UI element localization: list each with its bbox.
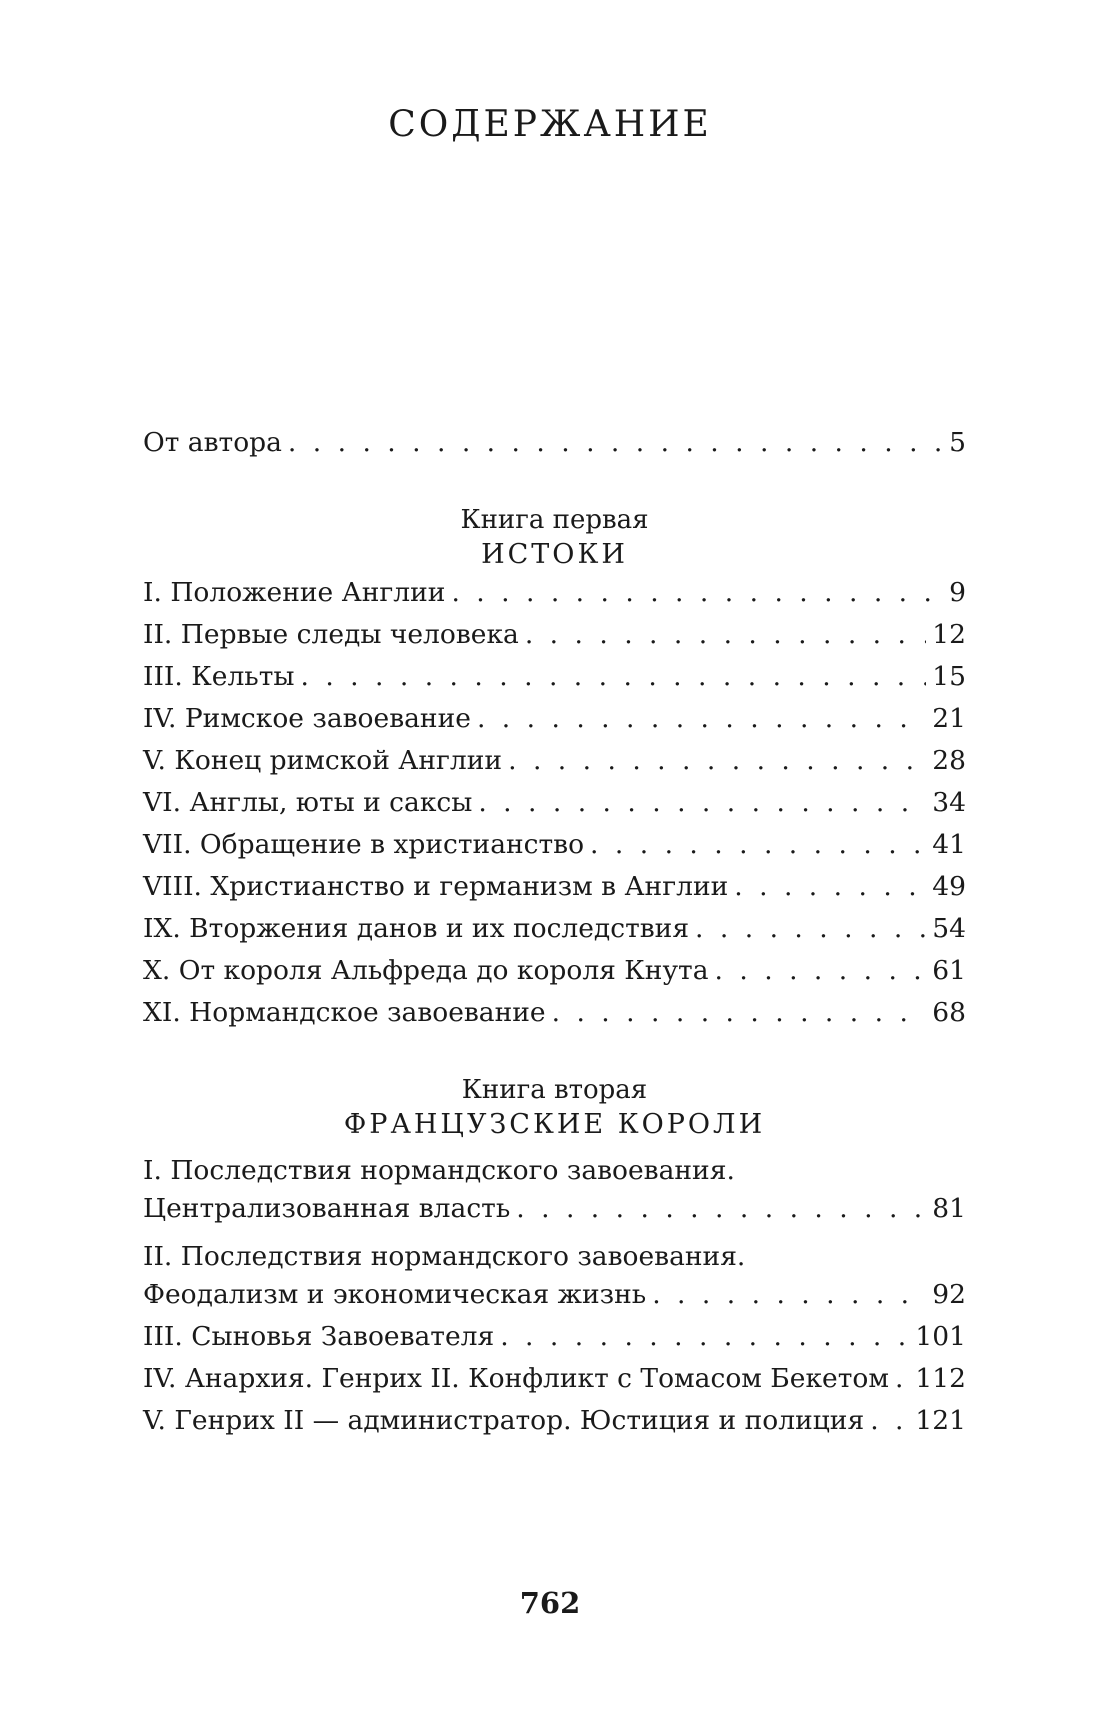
toc-entry[interactable] [143,742,966,784]
leader-dots [734,868,926,906]
toc-entry-label: VIII. Христианство и германизм в Англии [143,871,729,902]
book2-section [143,1073,966,1143]
toc-entry[interactable] [143,910,966,952]
toc-entry-page: 12 [932,619,966,650]
leader-dots [652,1276,926,1314]
toc-entry-multiline[interactable] [143,1238,966,1314]
toc-entry-label: III. Сыновья Завоевателя [143,1321,495,1352]
book1-name: ИСТОКИ [481,539,628,570]
toc-entry-multiline[interactable] [143,1152,966,1228]
toc-entry-page: 34 [932,787,966,818]
toc-entry[interactable] [143,1402,966,1444]
page-number: 762 [519,1586,581,1620]
leader-dots [525,616,926,654]
toc-entry[interactable] [143,868,966,910]
toc-entry-label: IV. Римское завоевание [143,703,471,734]
toc-entry-label: IV. Анархия. Генрих II. Конфликт с Томасом Бекетом [143,1363,889,1394]
toc-entry-page: 112 [915,1363,966,1394]
toc-entry[interactable] [143,1360,966,1402]
toc-entry[interactable] [143,1318,966,1360]
toc-entry-line2 [143,1190,966,1228]
leader-dots [451,574,943,612]
toc-entry-page: 15 [932,661,966,692]
toc-entry-page: 5 [949,427,966,458]
page-title: СОДЕРЖАНИЕ [388,104,712,145]
toc-entry-page: 21 [932,703,966,734]
toc-entry-label: XI. Нормандское завоевание [143,997,546,1028]
toc-entry[interactable] [143,826,966,868]
leader-dots [695,910,926,948]
book1-section [143,503,966,573]
toc-entry[interactable] [143,616,966,658]
book1-chapters [143,574,966,1036]
toc-entry-label: От автора [143,427,282,458]
toc-entry-page: 92 [932,1279,966,1310]
leader-dots [590,826,926,864]
book2-heading: Книга вторая [461,1075,648,1105]
toc-entry-page: 54 [932,913,966,944]
toc-entry-label: Феодализм и экономическая жизнь [143,1279,647,1310]
toc-entry-page: 49 [932,871,966,902]
toc-entry-line1: II. Последствия нормандского завоевания. [143,1241,746,1272]
leader-dots [870,1402,909,1440]
toc-entry-label: X. От короля Альфреда до короля Кнута [143,955,709,986]
toc-entry-label: IX. Вторжения данов и их последствия [143,913,690,944]
leader-dots [715,952,927,990]
leader-dots [477,700,926,738]
toc-entry[interactable] [143,658,966,700]
leader-dots [895,1360,909,1398]
toc-entry-page: 41 [932,829,966,860]
toc-entry-label: III. Кельты [143,661,295,692]
toc-entry-label: II. Первые следы человека [143,619,519,650]
toc-entry[interactable] [143,700,966,742]
toc-entry-label: VII. Обращение в христианство [143,829,585,860]
toc-entry-page: 28 [932,745,966,776]
toc-entry-label: V. Конец римской Англии [143,745,503,776]
leader-dots [516,1190,926,1228]
toc-entry[interactable] [143,784,966,826]
leader-dots [300,658,926,696]
leader-dots [478,784,926,822]
toc-entry-preface[interactable] [143,424,966,462]
toc-entry-page: 9 [949,577,966,608]
toc-entry-page: 121 [915,1405,966,1436]
toc-entry-label: Централизованная власть [143,1193,511,1224]
toc-entry-label: V. Генрих II — администратор. Юстиция и полиция [143,1405,865,1436]
toc-entry-label: VI. Англы, юты и саксы [143,787,473,818]
book2-name: ФРАНЦУЗСКИЕ КОРОЛИ [343,1109,766,1140]
toc-entry[interactable] [143,952,966,994]
leader-dots [500,1318,909,1356]
book1-heading: Книга первая [460,505,649,535]
leader-dots [288,424,943,462]
toc-entry[interactable] [143,574,966,616]
toc-entry-label: I. Положение Англии [143,577,446,608]
toc-entry[interactable] [143,994,966,1036]
toc-entry-line2 [143,1276,966,1314]
leader-dots [508,742,926,780]
toc-entry-page: 101 [915,1321,966,1352]
preface-section [143,424,966,462]
toc-entry-page: 81 [932,1193,966,1224]
toc-entry-line1: I. Последствия нормандского завоевания. [143,1155,735,1186]
toc-entry-page: 61 [932,955,966,986]
toc-entry-page: 68 [932,997,966,1028]
book2-chapters [143,1152,966,1444]
leader-dots [552,994,927,1032]
